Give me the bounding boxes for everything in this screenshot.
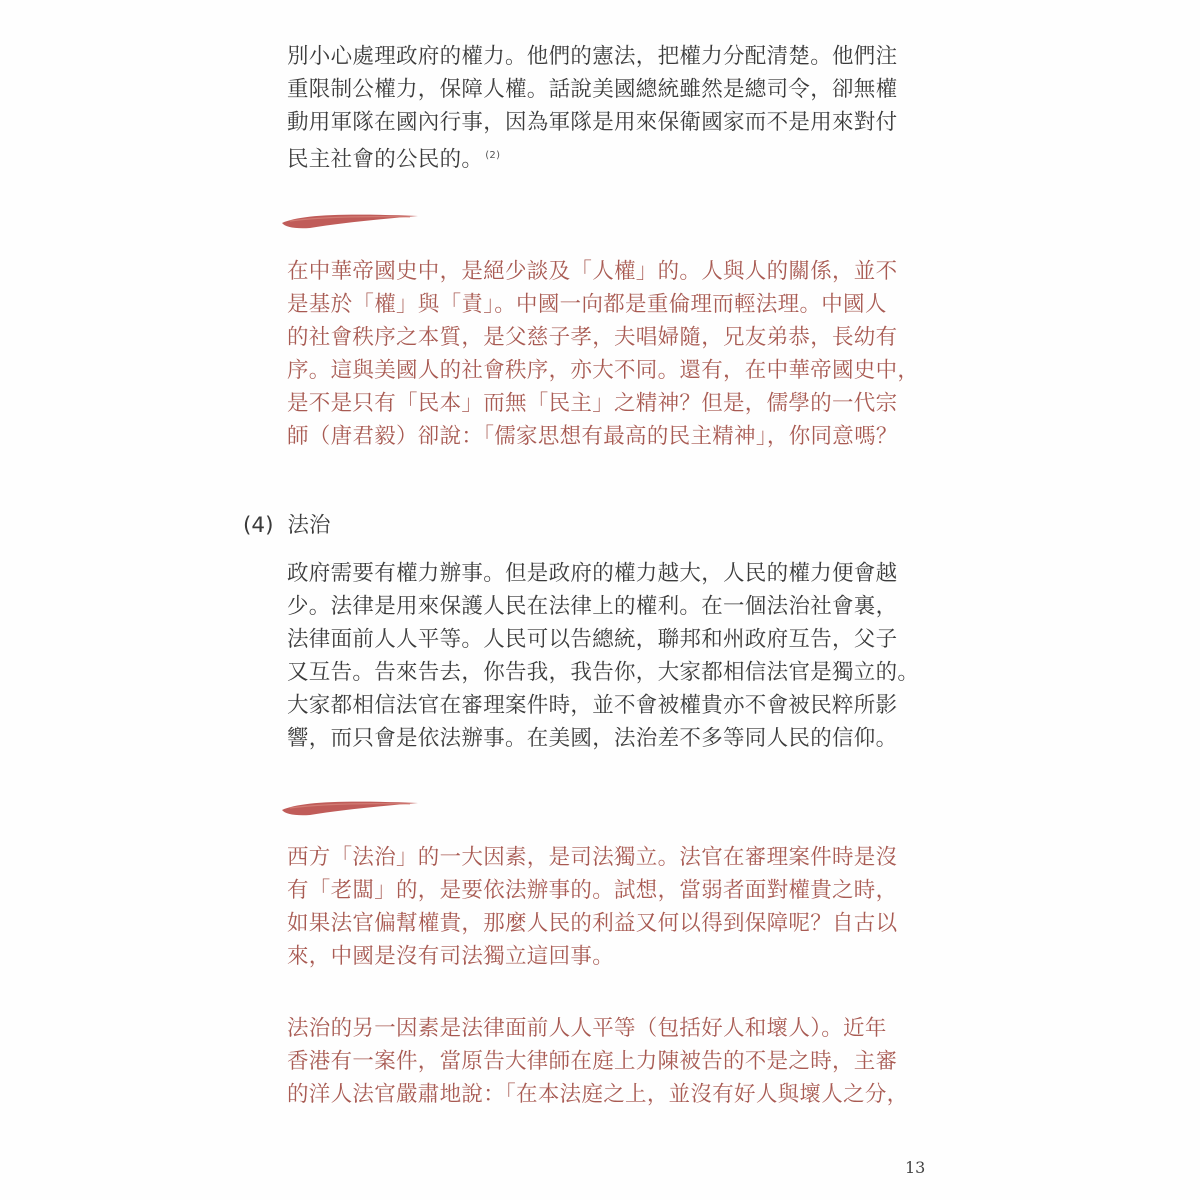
- text-line: 的洋人法官嚴肅地說：「在本法庭之上，並沒有好人與壞人之分，: [287, 1082, 909, 1107]
- reflection-box-1: [287, 255, 920, 453]
- paragraph-3: [287, 1012, 909, 1111]
- footnote-marker: (2): [485, 150, 501, 161]
- text-line: 如果法官偏幫權貴，那麼人民的利益又何以得到保障呢？自古以: [287, 911, 898, 936]
- page-number: 13: [905, 1158, 926, 1177]
- text-line: [287, 139, 877, 172]
- text-line: 來，中國是沒有司法獨立這回事。: [287, 944, 615, 969]
- text-line: 大家都相信法官在審理案件時，並不會被權貴亦不會被民粹所影: [287, 693, 898, 718]
- text-line: 在中華帝國史中，是絕少談及「人權」的。人與人的關係，並不: [287, 259, 898, 284]
- section-title: 法治: [287, 513, 331, 538]
- reflection-box-2: [287, 841, 898, 973]
- text-line: 香港有一案件，當原告大律師在庭上力陳被告的不是之時，主審: [287, 1049, 898, 1074]
- paragraph-2: [287, 557, 920, 755]
- text-line: 法律面前人人平等。人民可以告總統，聯邦和州政府互告，父子: [287, 627, 898, 652]
- text-line: 是基於「權」與「責」。中國一向都是重倫理而輕法理。中國人: [287, 292, 887, 317]
- text-line: 是不是只有「民本」而無「民主」之精神？但是，儒學的一代宗: [287, 391, 898, 416]
- brush-stroke-divider: [280, 210, 420, 230]
- text-line: 法治的另一因素是法律面前人人平等（包括好人和壞人）。近年: [287, 1016, 887, 1041]
- text-line: 動用軍隊在國內行事，因為軍隊是用來保衛國家而不是用來對付: [287, 110, 898, 135]
- text-line: 序。這與美國人的社會秩序，亦大不同。還有，在中華帝國史中，: [287, 358, 920, 383]
- text-line: 別小心處理政府的權力。他們的憲法，把權力分配清楚。他們注: [287, 44, 898, 69]
- text-line: 師（唐君毅）卻說：「儒家思想有最高的民主精神」，你同意嗎？: [287, 424, 898, 449]
- text-line: 少。法律是用來保護人民在法律上的權利。在一個法治社會裏，: [287, 594, 898, 619]
- text-line: 西方「法治」的一大因素，是司法獨立。法官在審理案件時是沒: [287, 845, 898, 870]
- paragraph-1: [287, 40, 898, 173]
- brush-stroke-divider: [280, 797, 420, 817]
- text-line: 的社會秩序之本質，是父慈子孝，夫唱婦隨，兄友弟恭，長幼有: [287, 325, 898, 350]
- text-line: 又互告。告來告去，你告我，我告你，大家都相信法官是獨立的。: [287, 660, 920, 685]
- section-heading: [243, 508, 330, 539]
- text-line: 重限制公權力，保障人權。話說美國總統雖然是總司令，卻無權: [287, 77, 898, 102]
- text-line: 有「老闆」的，是要依法辦事的。試想，當弱者面對權貴之時，: [287, 878, 898, 903]
- text-line: 響，而只會是依法辦事。在美國，法治差不多等同人民的信仰。: [287, 726, 898, 751]
- section-number: (4): [243, 513, 274, 538]
- text-line: 政府需要有權力辦事。但是政府的權力越大，人民的權力便會越: [287, 561, 898, 586]
- text-fragment: 民主社會的公民的。: [287, 147, 484, 173]
